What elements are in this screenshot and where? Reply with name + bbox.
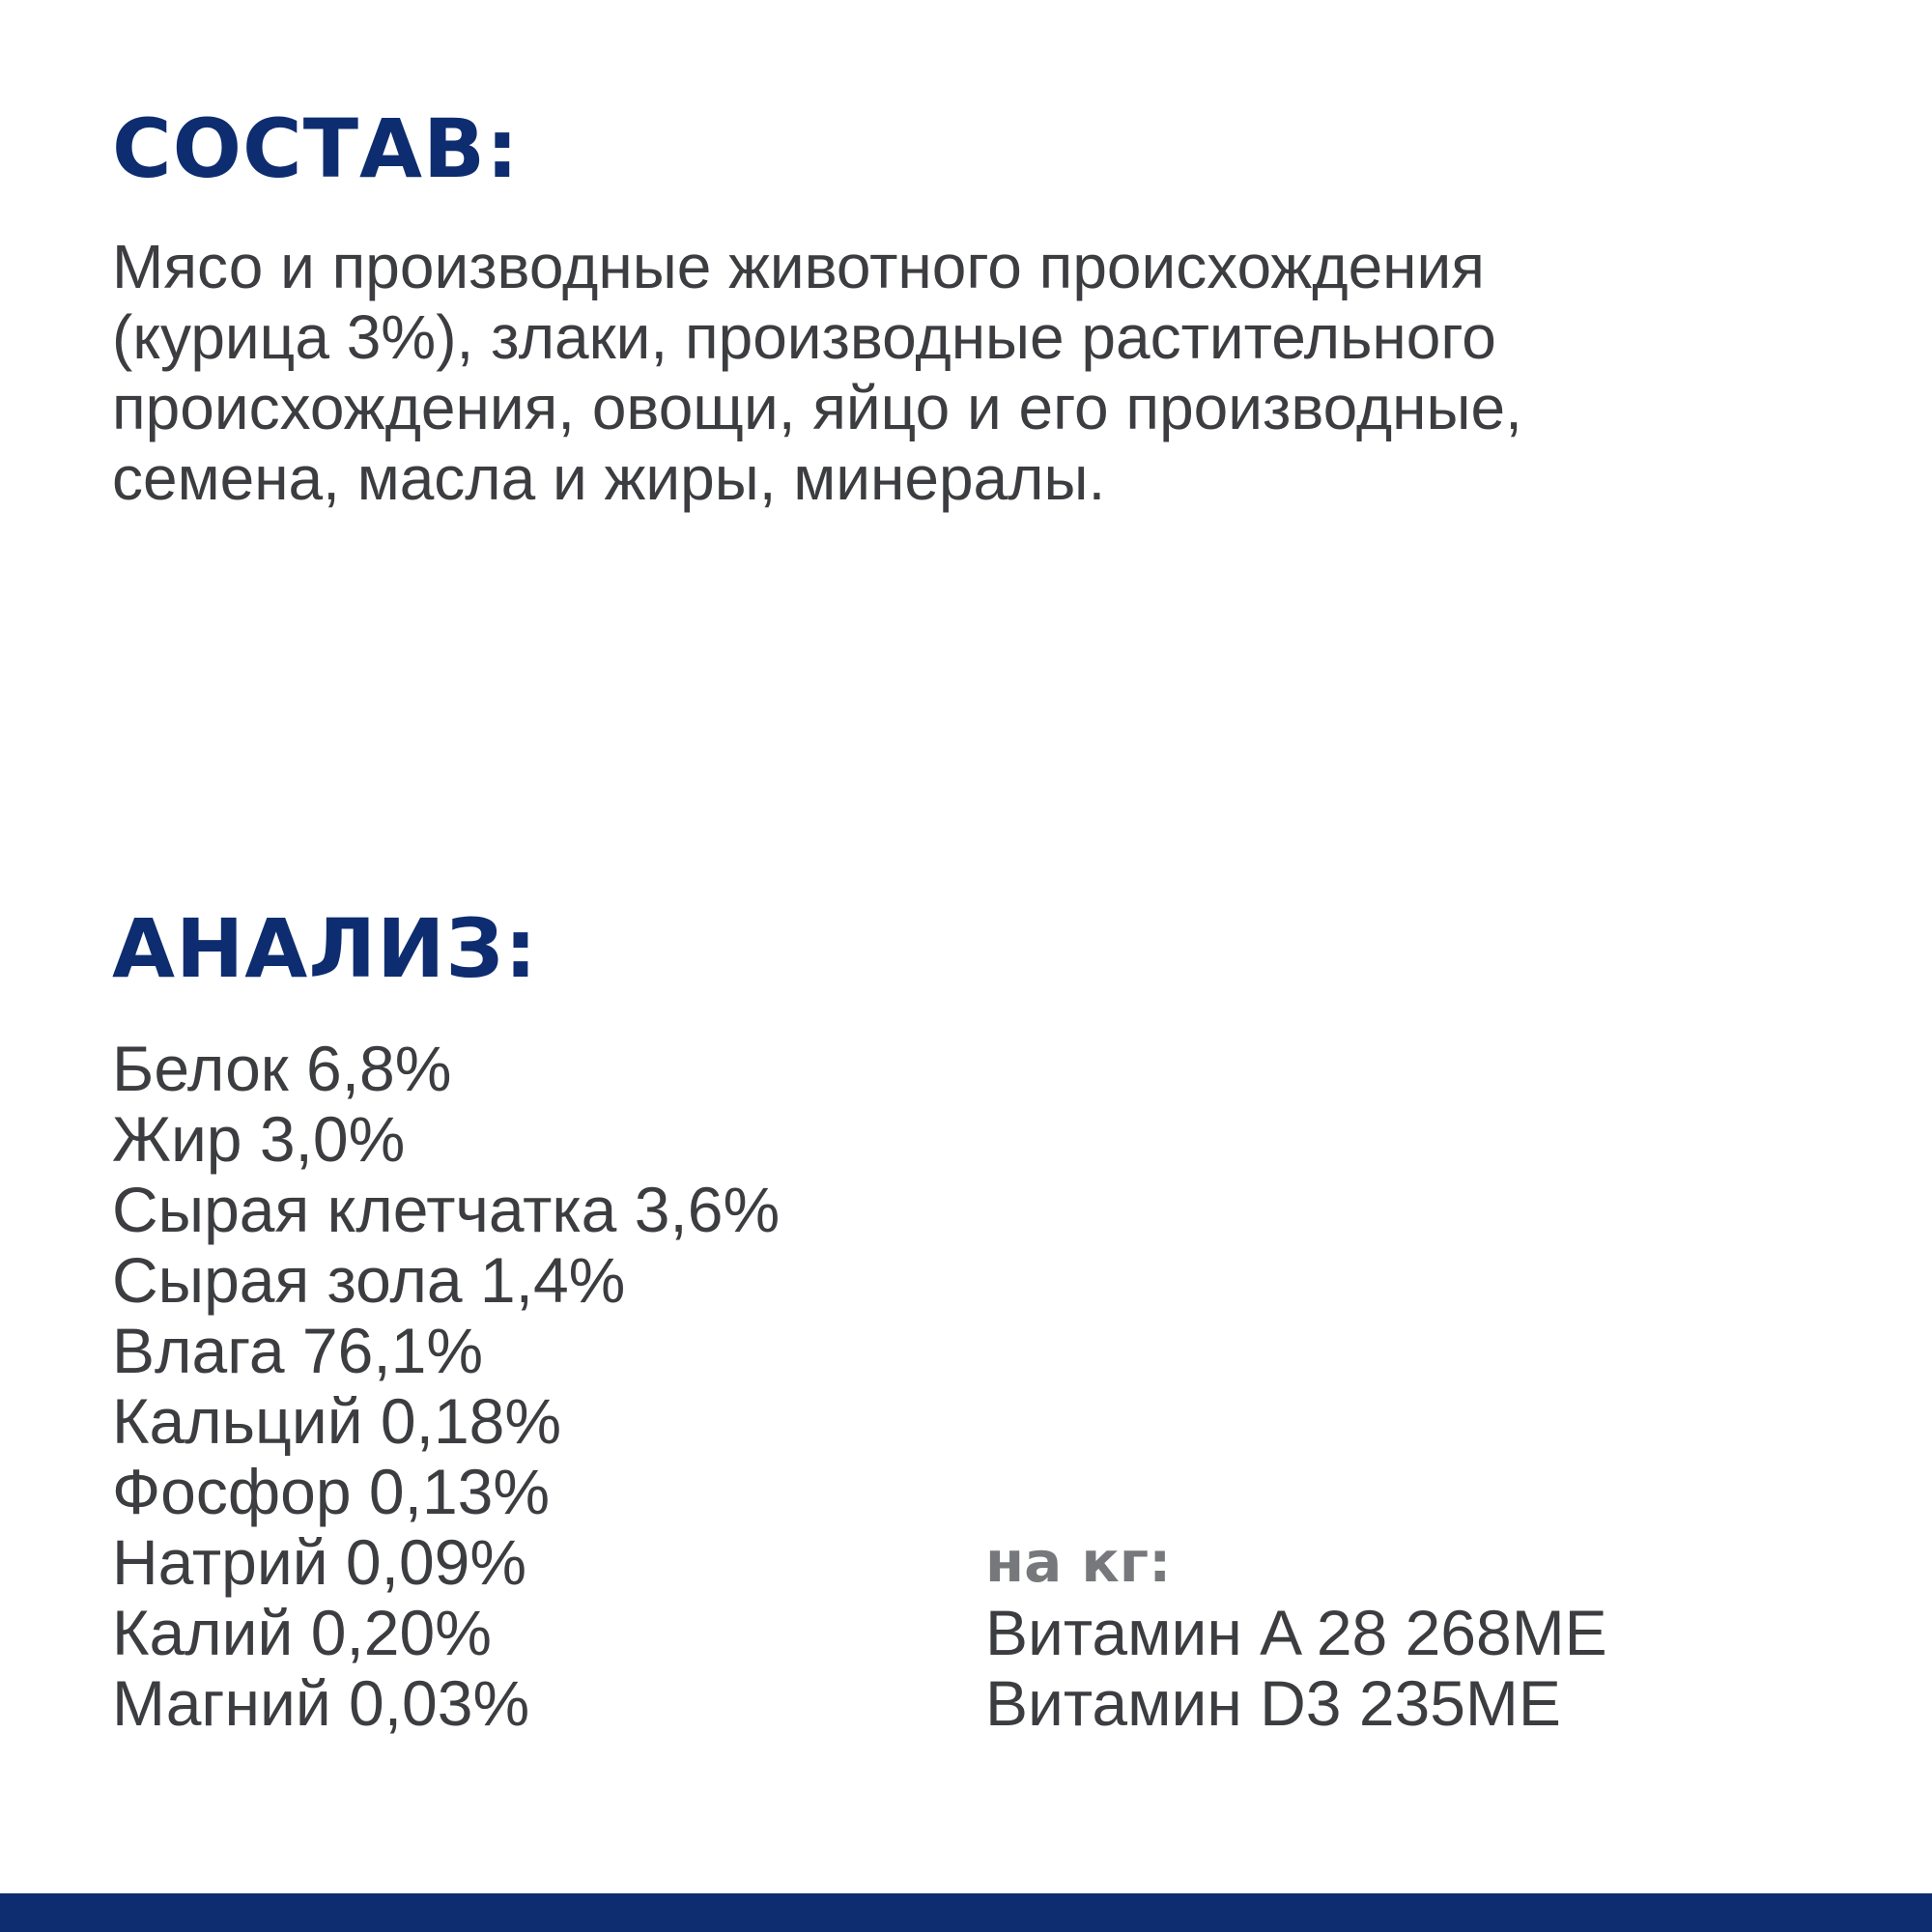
composition-heading: СОСТАВ:	[112, 101, 520, 196]
analysis-item-calcium: Кальций 0,18%	[112, 1385, 562, 1457]
analysis-item-fiber: Сырая клетчатка 3,6%	[112, 1174, 781, 1245]
per-kg-list	[985, 1598, 1607, 1739]
vitamin-d3-item: Витамин D3 235МЕ	[985, 1667, 1561, 1739]
analysis-item-moisture: Влага 76,1%	[112, 1315, 484, 1386]
analysis-list	[112, 1034, 780, 1739]
analysis-item-ash: Сырая зола 1,4%	[112, 1244, 626, 1316]
per-kg-label: на кг:	[985, 1529, 1172, 1595]
analysis-item-phosphorus: Фосфор 0,13%	[112, 1456, 551, 1527]
per-kg-section	[985, 1527, 1607, 1739]
composition-line: происхождения, овощи, яйцо и его производные,	[112, 373, 1522, 442]
composition-line: (курица 3%), злаки, производные растительного	[112, 302, 1496, 372]
analysis-item-fat: Жир 3,0%	[112, 1103, 406, 1175]
analysis-item-potassium: Калий 0,20%	[112, 1597, 492, 1668]
bottom-bar	[0, 1893, 1932, 1932]
analysis-item-magnesium: Магний 0,03%	[112, 1667, 530, 1739]
composition-line: Мясо и производные животного происхождения	[112, 232, 1485, 301]
analysis-heading: АНАЛИЗ:	[112, 901, 538, 996]
composition-line: семена, масла и жиры, минералы.	[112, 443, 1106, 513]
analysis-item-protein: Белок 6,8%	[112, 1033, 452, 1104]
vitamin-a-item: Витамин A 28 268МЕ	[985, 1597, 1607, 1668]
composition-text	[112, 232, 1851, 514]
analysis-item-sodium: Натрий 0,09%	[112, 1526, 527, 1598]
